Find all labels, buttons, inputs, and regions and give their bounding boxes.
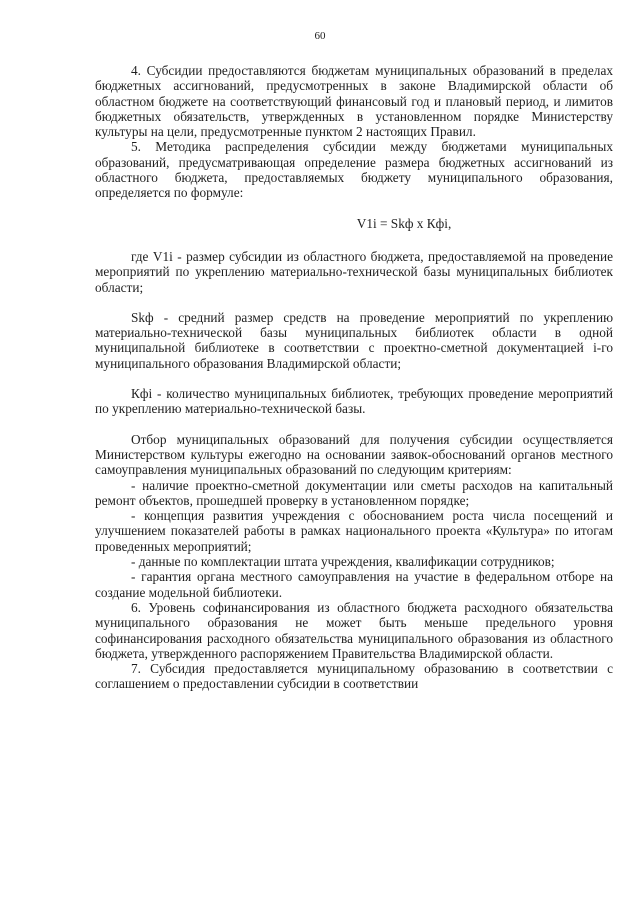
paragraph-6-cofinancing: 6. Уровень софинансирования из областного бюджета расходного обязательства муниципального образования не может быть меньше предельного уровня софинансирования расходного обязательства муниципального образования из областного бюджета, утвержденного распоряжением Правительства Владимирской области. [95, 599, 613, 661]
definition-skf: Skф - средний размер средств на проведение мероприятий по укреплению материально-технической базы муниципальных библиотек области в одной муниципальной библиотеке в соответствии с проектно-сметной документацией i-го муниципального образования Владимирской области; [95, 309, 613, 371]
document-body [95, 63, 613, 692]
paragraph-4-subsidies: 4. Субсидии предоставляются бюджетам муниципальных образований в пределах бюджетных ассигнований, предусмотренных в законе Владимирской области об областном бюджете на соответствующий финансовый год и плановый период, и лимитов бюджетных обязательств, утвержденных в установленном порядке Министерству культуры на цели, предусмотренные пунктом 2 настоящих Правил. [95, 63, 613, 140]
criterion-design-docs: - наличие проектно-сметной документации или сметы расходов на капитальный ремонт объектов, прошедшей проверку в установленном порядке; [95, 477, 613, 508]
criterion-guarantee: - гарантия органа местного самоуправления на участие в федеральном отборе на создание модельной библиотеки. [95, 569, 613, 600]
page-number: 60 [314, 30, 326, 42]
criterion-staffing: - данные по комплектации штата учреждения, квалификации сотрудников; [131, 554, 555, 570]
formula: V1i = Skф х Кфi, [356, 215, 452, 231]
definition-v1i: где V1i - размер субсидии из областного бюджета, предоставляемой на проведение мероприятий по укреплению материально-технической базы муниципальных библиотек области; [95, 248, 613, 295]
selection-paragraph: Отбор муниципальных образований для получения субсидии осуществляется Министерством культуры ежегодно на основании заявок-обоснований органов местного самоуправления муниципальных образований по следующим критериям: [95, 431, 613, 478]
paragraph-5-methodology: 5. Методика распределения субсидии между бюджетами муниципальных образований, предусматривающая определение размера бюджетных ассигнований из областного бюджета, предоставляемых бюджету муниципального образования, определяется по формуле: [95, 139, 613, 201]
paragraph-7-agreement: 7. Субсидия предоставляется муниципальному образованию в соответствии с соглашением о предоставлении субсидии в соответствии [95, 661, 613, 692]
definition-kfi: Кфi - количество муниципальных библиотек, требующих проведение мероприятий по укреплению материально-технической базы. [95, 386, 613, 417]
criterion-development-concept: - концепция развития учреждения с обоснованием роста числа посещений и улучшением показателей работы в рамках национального проекта «Культура» по итогам проведенных мероприятий; [95, 508, 613, 554]
